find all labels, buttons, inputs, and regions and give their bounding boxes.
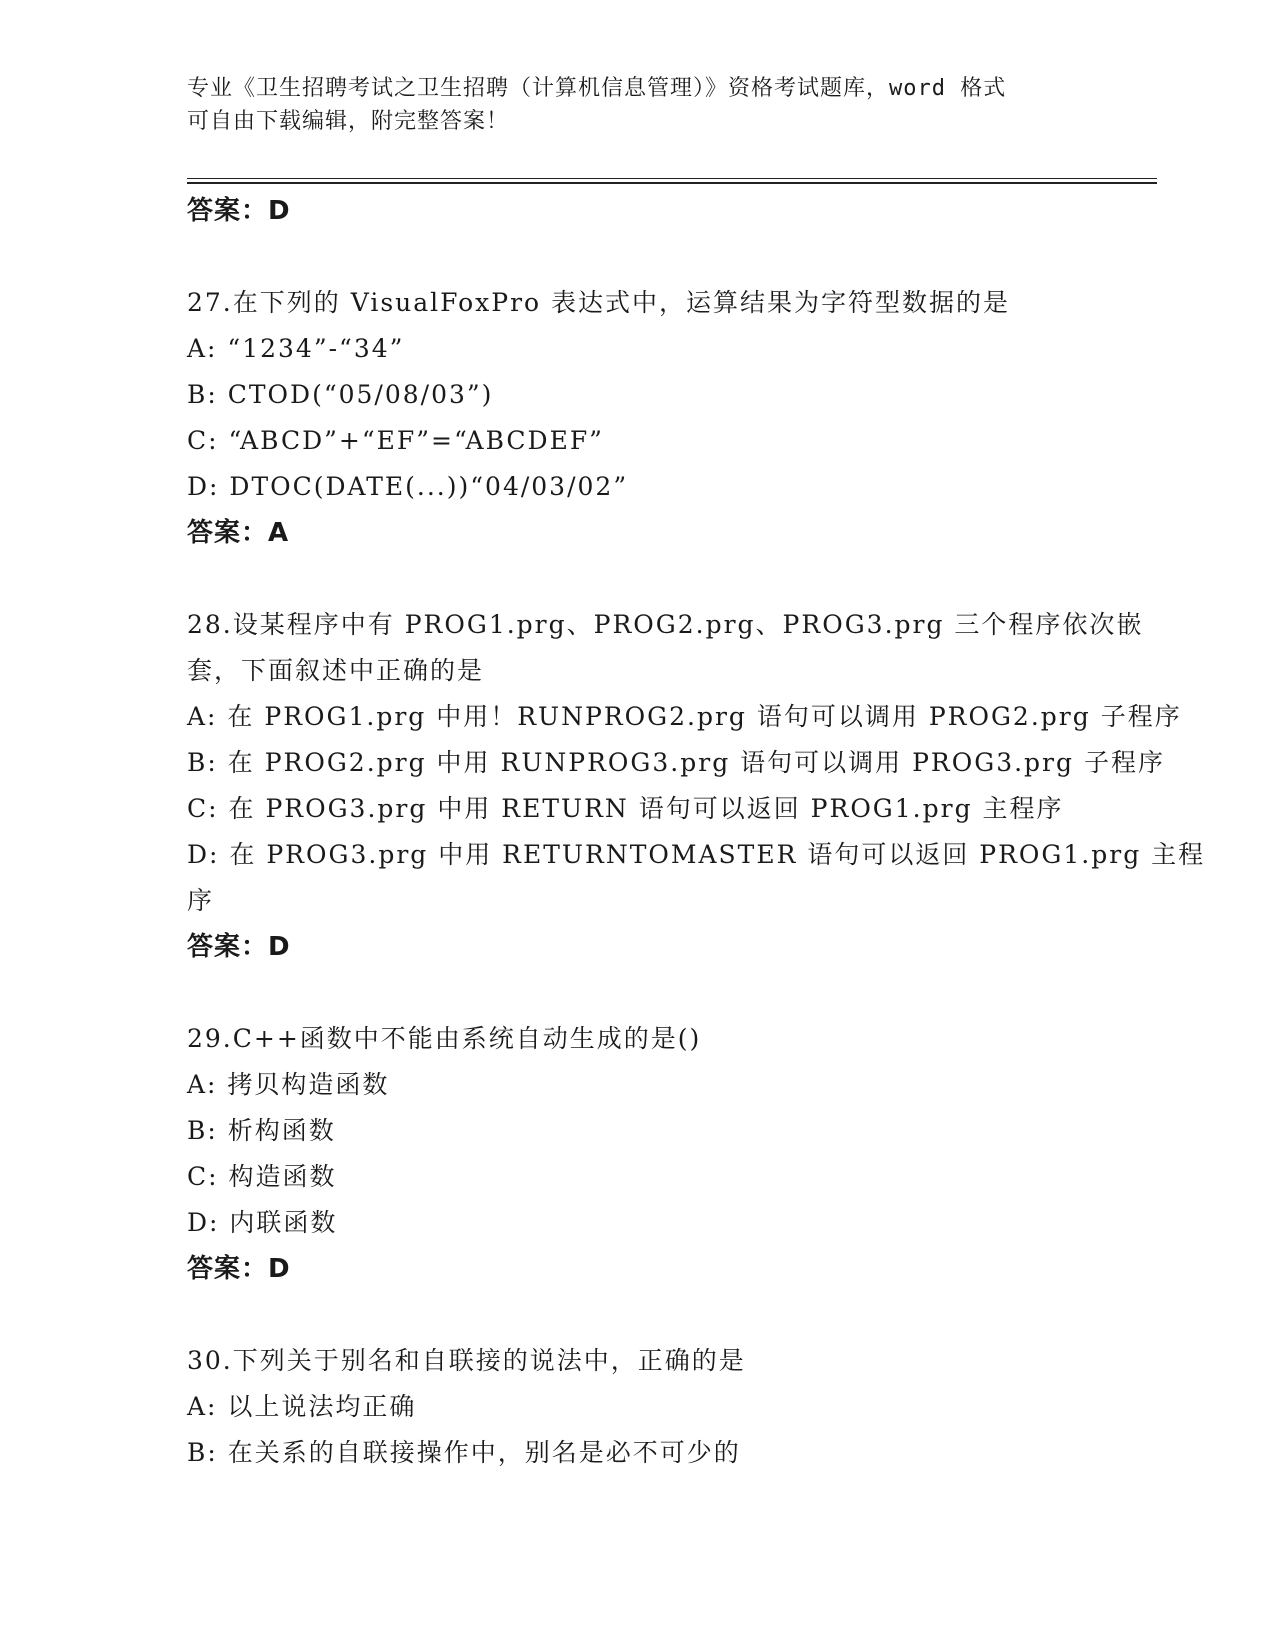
question-29 (187, 1016, 1157, 1292)
option-a: A: 在 PROG1.prg 中用！RUNPROG2.prg 语句可以调用 PROG2.prg 子程序 (187, 702, 1182, 731)
option-b: B: CTOD(“05/08/03”) (187, 380, 494, 409)
option-c: C: “ABCD”+“EF”=“ABCDEF” (187, 426, 604, 455)
answer-q26: 答案：D (187, 196, 291, 226)
answer-q28: 答案：D (187, 932, 291, 962)
option-b: B: 在关系的自联接操作中，别名是必不可少的 (187, 1438, 741, 1467)
header-line-2: 可自由下载编辑，附完整答案！ (187, 109, 510, 134)
document-header (187, 72, 1067, 138)
document-page (187, 0, 1206, 1650)
question-stem: 29.C++函数中不能由系统自动生成的是() (187, 1024, 702, 1053)
option-a: A: 以上说法均正确 (187, 1392, 417, 1421)
option-d-cont: 序 (187, 886, 215, 915)
question-stem: 28.设某程序中有 PROG1.prg、PROG2.prg、PROG3.prg 三个程序依次嵌 (187, 610, 1144, 639)
option-d: D: 内联函数 (187, 1208, 338, 1237)
option-b: B: 析构函数 (187, 1116, 336, 1145)
spacer (187, 1292, 1157, 1338)
question-30 (187, 1338, 1157, 1476)
question-stem: 30.下列关于别名和自联接的说法中，正确的是 (187, 1346, 746, 1375)
answer-q29: 答案：D (187, 1254, 291, 1284)
question-stem-cont: 套，下面叙述中正确的是 (187, 656, 485, 685)
option-d: D: 在 PROG3.prg 中用 RETURNTOMASTER 语句可以返回 PROG1.prg 主程 (187, 840, 1206, 869)
header-line-1: 专业《卫生招聘考试之卫生招聘（计算机信息管理）》资格考试题库，word 格式 (187, 76, 1007, 101)
option-a: A: 拷贝构造函数 (187, 1070, 390, 1099)
option-b: B: 在 PROG2.prg 中用 RUNPROG3.prg 语句可以调用 PROG3.prg 子程序 (187, 748, 1165, 777)
question-28 (187, 602, 1206, 970)
header-rule-thick (187, 182, 1157, 184)
spacer (187, 556, 1157, 602)
option-a: A: “1234”-“34” (187, 334, 405, 363)
option-c: C: 构造函数 (187, 1162, 337, 1191)
option-d: D: DTOC(DATE(...))“04/03/02” (187, 472, 629, 501)
question-27 (187, 280, 1157, 556)
question-content (187, 188, 1206, 1476)
spacer (187, 234, 1157, 280)
spacer (187, 970, 1157, 1016)
header-rule-thin (187, 178, 1157, 179)
option-c: C: 在 PROG3.prg 中用 RETURN 语句可以返回 PROG1.prg 主程序 (187, 794, 1064, 823)
answer-q27: 答案：A (187, 518, 290, 548)
question-stem: 27.在下列的 VisualFoxPro 表达式中，运算结果为字符型数据的是 (187, 288, 1011, 317)
